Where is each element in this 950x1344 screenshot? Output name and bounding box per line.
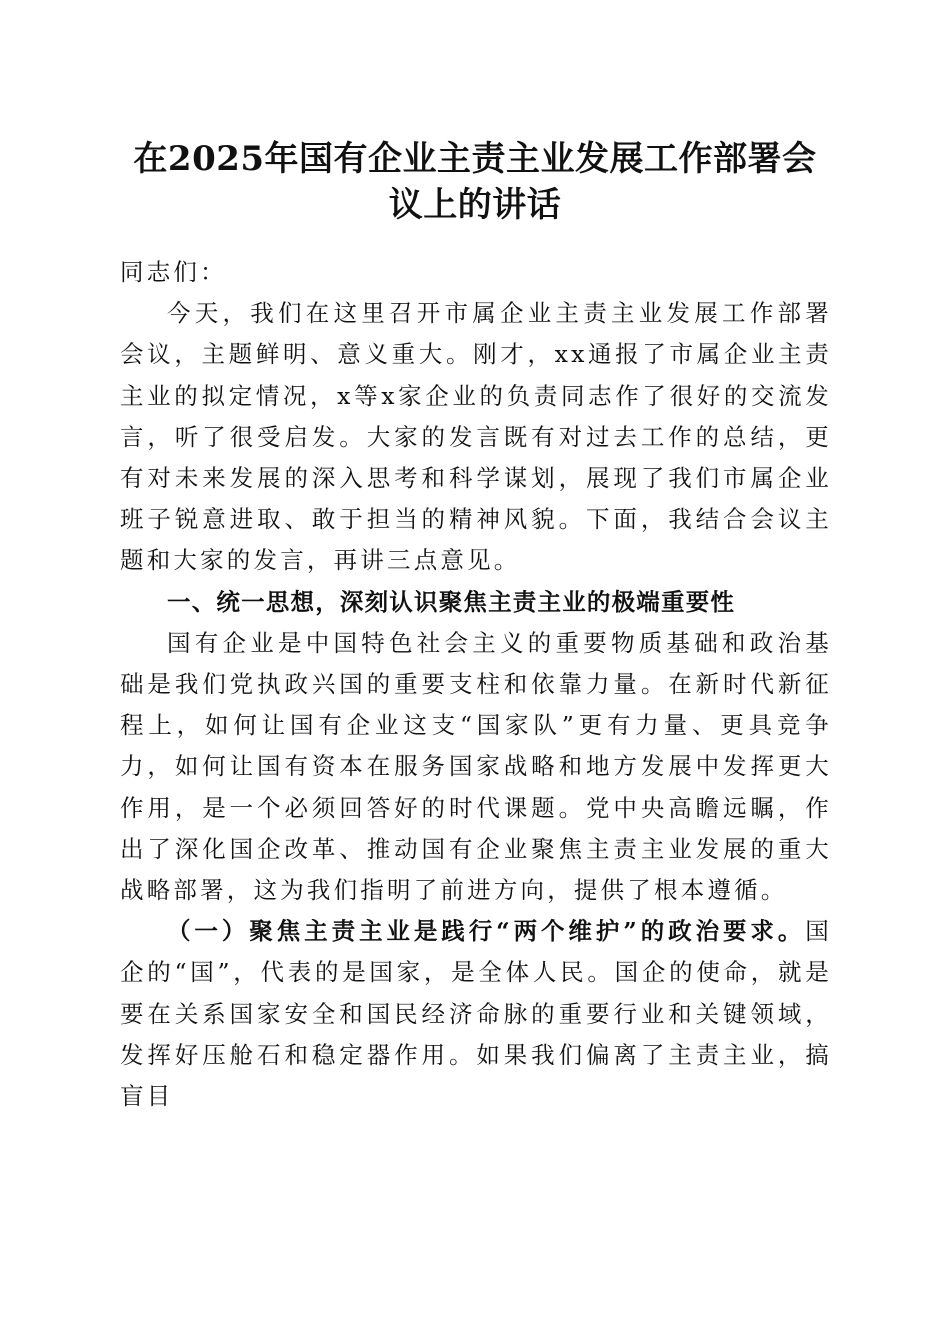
subsection-paragraph bbox=[120, 911, 832, 1117]
subsection-text: 国企的“国”，代表的是国家，是全体人民。国企的使命，就是要在关系国家安全和国民经济命脉的重要行业和关键领域，发挥好压舱石和稳定器作用。如果我们偏离了主责主业，搞盲目 bbox=[120, 917, 832, 1111]
paragraph-opening: 今天，我们在这里召开市属企业主责主业发展工作部署会议，主题鲜明、意义重大。刚才，xx通报了市属企业主责主业的拟定情况，x等x家企业的负责同志作了很好的交流发言，听了很受启发。大家的发言既有对过去工作的总结，更有对未来发展的深入思考和科学谋划，展现了我们市属企业班子锐意进取、敢于担当的精神风貌。下面，我结合会议主题和大家的发言，再讲三点意见。 bbox=[120, 299, 832, 575]
document-title: 在2025年国有企业主责主业发展工作部署会议上的讲话 bbox=[133, 139, 817, 225]
section-heading: 一、统一思想，深刻认识聚焦主责主业的极端重要性 bbox=[167, 587, 736, 616]
greeting: 同志们： bbox=[120, 258, 227, 286]
subsection-label: （一）聚焦主责主业是践行“两个维护”的政治要求。 bbox=[167, 917, 806, 946]
document-body bbox=[120, 252, 832, 1117]
paragraph-section-one: 国有企业是中国特色社会主义的重要物质基础和政治基础是我们党执政兴国的重要支柱和依靠力量。在新时代新征程上，如何让国有企业这支“国家队”更有力量、更具竞争力，如何让国有资本在服务国家战略和地方发展中发挥更大作用，是一个必须回答好的时代课题。党中央高瞻远瞩，作出了深化国企改革、推动国有企业聚焦主责主业发展的重大战略部署，这为我们指明了前进方向，提供了根本遵循。 bbox=[120, 628, 832, 905]
